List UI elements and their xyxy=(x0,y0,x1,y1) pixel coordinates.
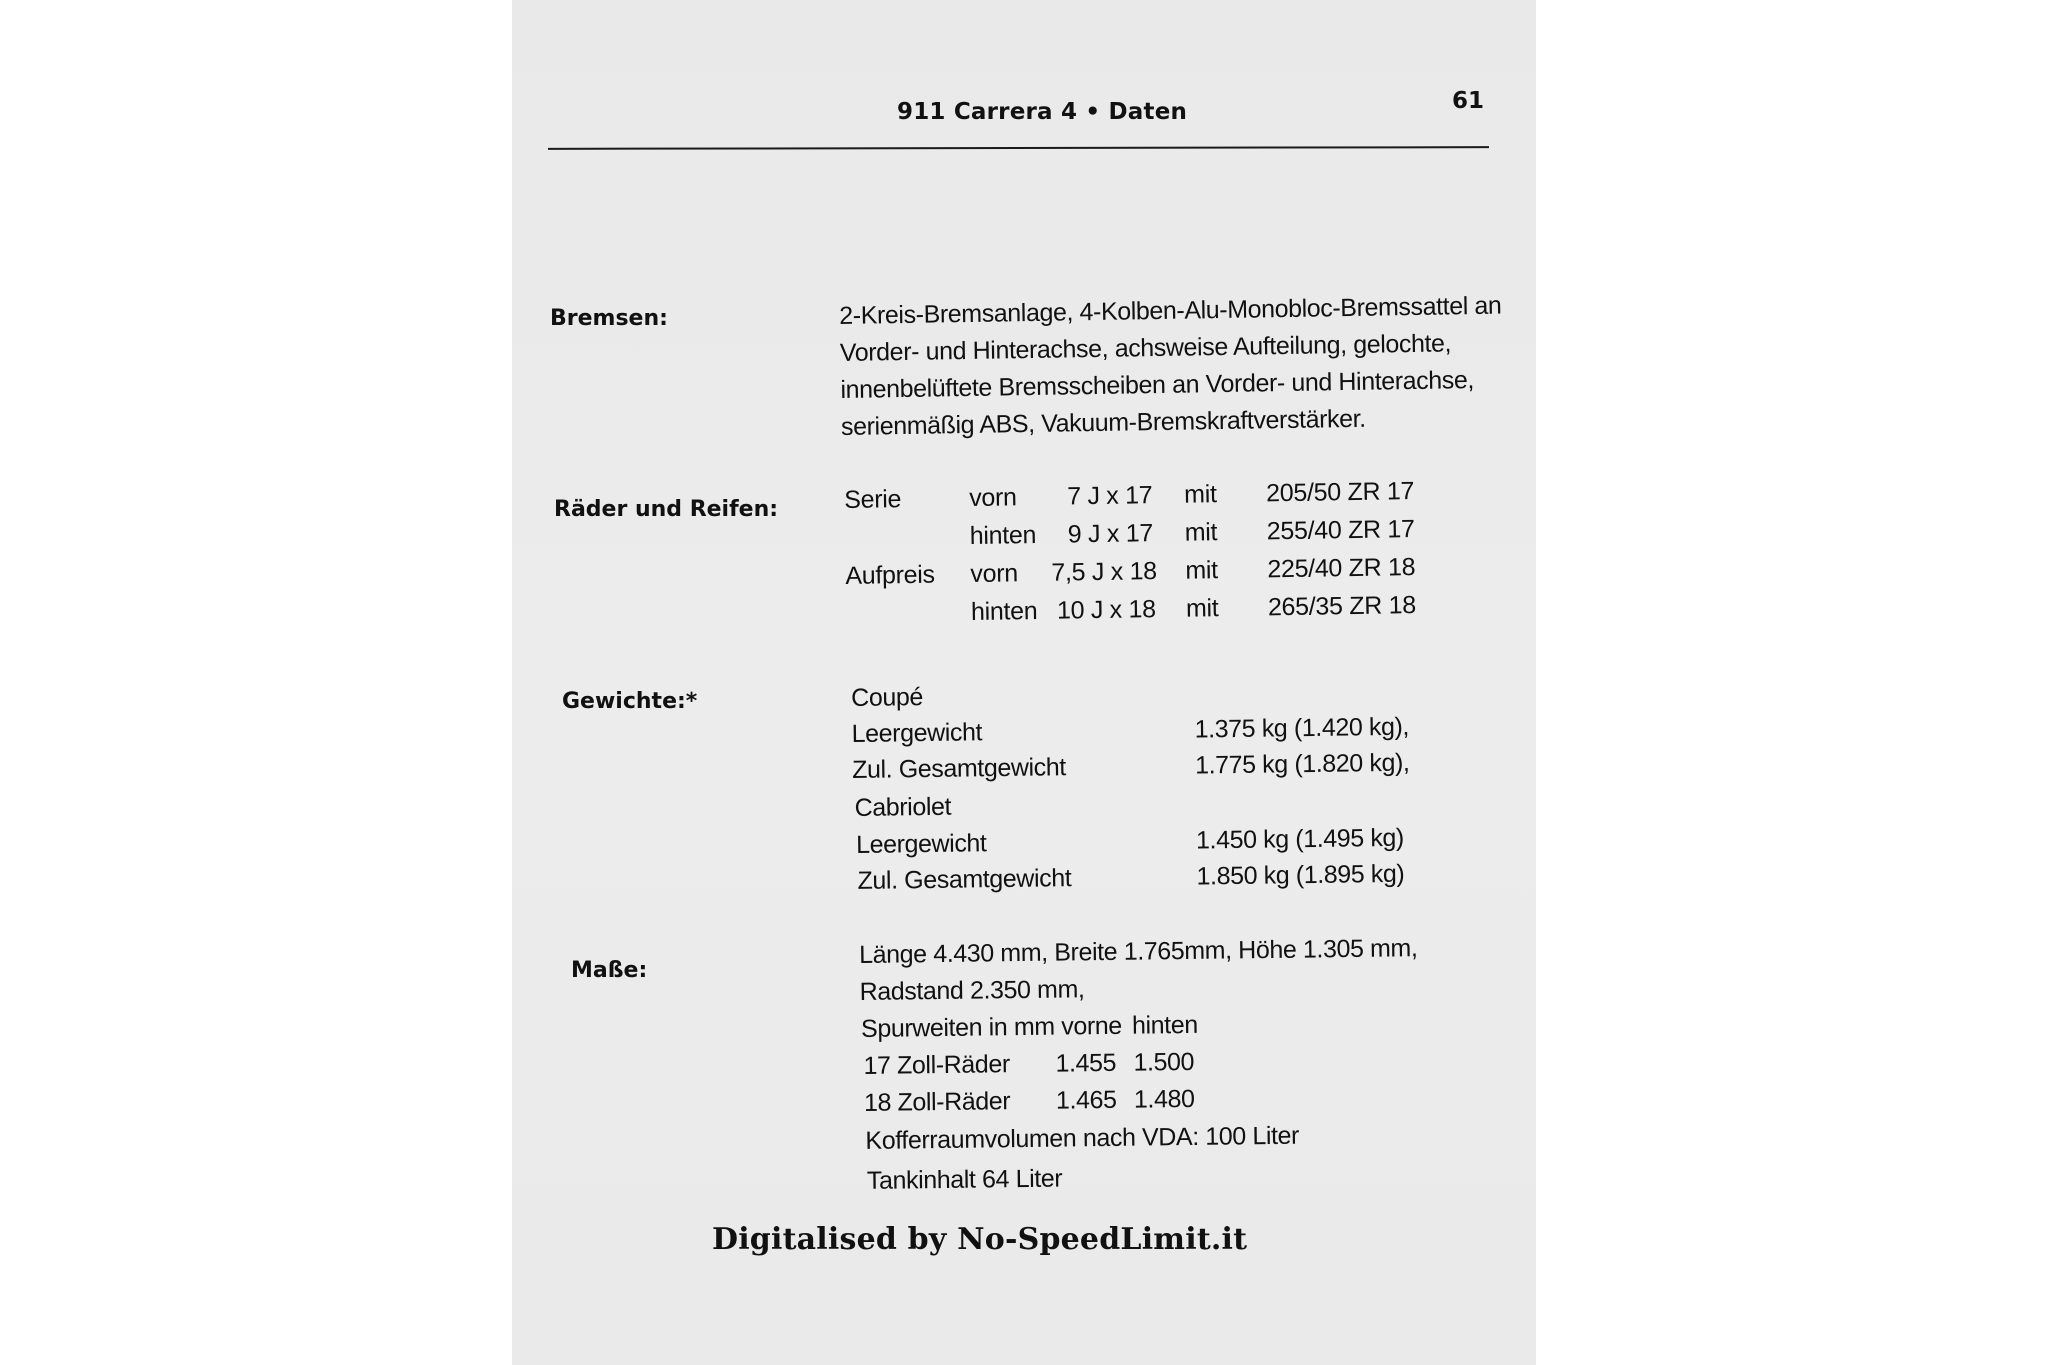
wheels-group: Aufpreis xyxy=(845,560,935,590)
masse-row xyxy=(861,1081,1501,1125)
wheels-group: Serie xyxy=(844,485,902,514)
bremsen-line: Vorder- und Hinterachse, achsweise Aufteilung, gelochte, xyxy=(839,329,1452,367)
wheels-axle: hinten xyxy=(969,520,1037,551)
wheels-with: mit xyxy=(1184,518,1218,547)
bremsen-line: innenbelüftete Bremsscheiben an Vorder- und Hinterachse, xyxy=(840,366,1475,404)
section-label-masse: Maße: xyxy=(571,958,648,983)
track-header-name: Spurweiten in mm vorne xyxy=(860,1011,1122,1043)
weights-value: 1.450 kg (1.495 kg) xyxy=(1195,823,1405,855)
weights-name: Leergewicht xyxy=(855,829,987,859)
weights-value: 1.375 kg (1.420 kg), xyxy=(1194,712,1410,744)
wheels-axle: vorn xyxy=(968,483,1017,513)
masse-trunk: Kofferraumvolumen nach VDA: 100 Liter xyxy=(865,1121,1300,1155)
weights-name: Coupé xyxy=(851,683,924,712)
weights-name: Zul. Gesamtgewicht xyxy=(851,753,1067,784)
wheels-with: mit xyxy=(1185,556,1219,585)
bremsen-text xyxy=(839,288,1503,446)
wheels-tire: 255/40 ZR 17 xyxy=(1266,515,1415,546)
wheels-with: mit xyxy=(1183,480,1217,509)
wheels-tire: 265/35 ZR 18 xyxy=(1267,591,1417,622)
masse-wheelbase: Radstand 2.350 mm, xyxy=(859,975,1085,1006)
page-title: 911 Carrera 4 • Daten xyxy=(897,99,1188,125)
header-divider xyxy=(548,146,1489,150)
track-row-name: 17 Zoll-Räder xyxy=(863,1050,1010,1080)
track-header-rear: hinten xyxy=(1131,1010,1198,1040)
section-label-bremsen: Bremsen: xyxy=(550,306,668,331)
wheels-rim: 9 J x 17 xyxy=(1067,519,1154,549)
track-row-front: 1.455 xyxy=(1055,1048,1117,1078)
wheels-with: mit xyxy=(1185,594,1219,623)
track-row-name: 18 Zoll-Räder xyxy=(863,1087,1011,1117)
wheels-rim: 10 J x 18 xyxy=(1056,595,1156,625)
weights-name: Zul. Gesamtgewicht xyxy=(857,864,1072,895)
wheels-axle: hinten xyxy=(970,596,1038,627)
watermark-text: Digitalised by No-SpeedLimit.it xyxy=(712,1222,1248,1257)
bremsen-line: 2-Kreis-Bremsanlage, 4-Kolben-Alu-Monobloc-Bremssattel an xyxy=(839,291,1502,330)
weights-value: 1.850 kg (1.895 kg) xyxy=(1196,859,1405,891)
wheels-rim: 7 J x 17 xyxy=(1066,481,1153,511)
track-row-rear: 1.480 xyxy=(1133,1084,1195,1114)
wheels-axle: vorn xyxy=(970,559,1019,589)
weights-row xyxy=(852,748,1492,792)
page-number: 61 xyxy=(1452,88,1485,114)
weights-value: 1.775 kg (1.820 kg), xyxy=(1194,748,1410,780)
weights-row xyxy=(853,859,1493,903)
bremsen-line: serienmäßig ABS, Vakuum-Bremskraftverstärker. xyxy=(840,404,1366,441)
document-page xyxy=(512,0,1536,1365)
track-row-rear: 1.500 xyxy=(1133,1047,1195,1077)
masse-dimensions: Länge 4.430 mm, Breite 1.765mm, Höhe 1.305 mm, xyxy=(859,934,1418,969)
section-label-gewichte: Gewichte:* xyxy=(562,689,698,714)
wheels-tire: 225/40 ZR 18 xyxy=(1267,553,1416,584)
weights-name: Cabriolet xyxy=(854,792,952,822)
track-row-front: 1.465 xyxy=(1055,1085,1117,1115)
section-label-raeder: Räder und Reifen: xyxy=(554,497,779,522)
masse-row xyxy=(861,1119,1501,1163)
masse-row xyxy=(862,1159,1502,1203)
masse-tank: Tankinhalt 64 Liter xyxy=(866,1164,1063,1195)
weights-name: Leergewicht xyxy=(851,718,983,748)
wheels-tire: 205/50 ZR 17 xyxy=(1265,477,1415,508)
wheels-rim: 7,5 J x 18 xyxy=(1051,557,1158,587)
